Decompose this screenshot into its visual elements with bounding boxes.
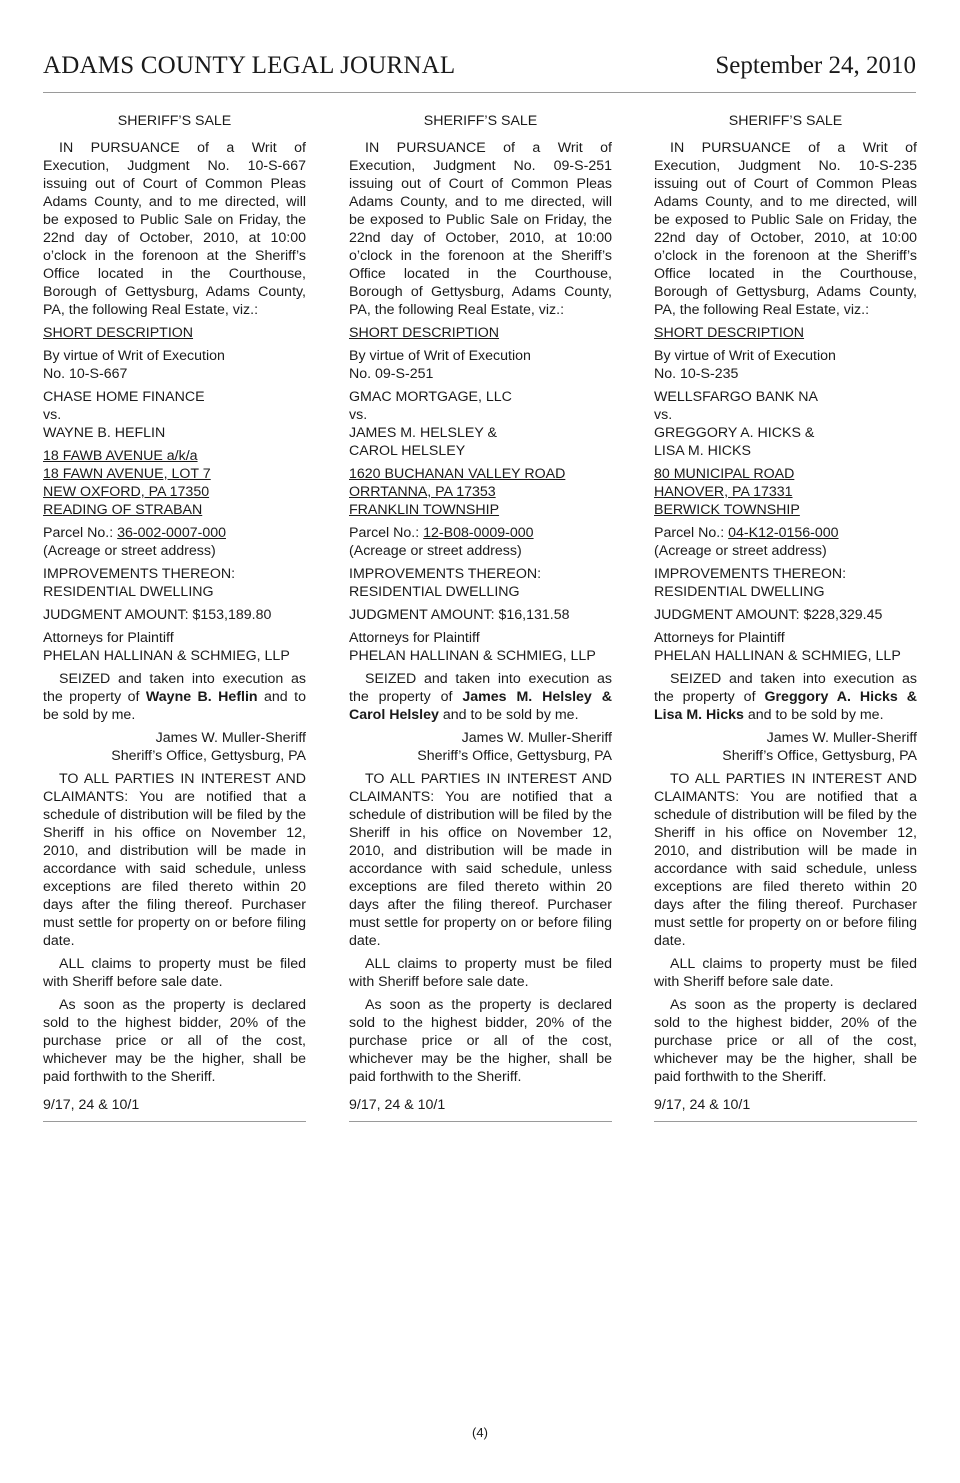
parcel-number: 36-002-0007-000 [117,525,226,541]
sheriff-sale-notice-2 [349,112,612,1122]
property-address: 1620 BUCHANAN VALLEY ROAD ORRTANNA, PA 17353 FRANKLIN TOWNSHIP [349,466,566,518]
writ-block: By virtue of Writ of Execution No. 10-S-235 [654,348,836,382]
pursuance-paragraph: IN PURSUANCE of a Writ of Execution, Judgment No. 10-S-667 issuing out of Court of Common Pleas Adams County, and to me directed, will be exposed to Public Sale on Friday, the 22nd day of October, 2010, at 10:00 o’clock in the forenoon at the Sheriff’s Office located in the Courthouse, Borough of Gettysburg, Adams County, PA, the following Real Estate, viz.: [43,140,306,318]
sheriff-sale-notice-1 [43,112,306,1122]
seized-paragraph: SEIZED and taken into execution as the property of Wayne B. Heflin and to be sold by me. [43,671,306,723]
plaintiff: GMAC MORTGAGE, LLC [349,389,512,405]
sale-title: SHERIFF’S SALE [117,113,232,129]
pursuance-paragraph: IN PURSUANCE of a Writ of Execution, Judgment No. 10-S-235 issuing out of Court of Common Pleas Adams County, and to me directed, will be exposed to Public Sale on Friday, the 22nd day of October, 2010, at 10:00 o’clock in the forenoon at the Sheriff’s Office located in the Courthouse, Borough of Gettysburg, Adams County, PA, the following Real Estate, viz.: [654,140,917,318]
claims-notice: ALL claims to property must be filed with Sheriff before sale date. [349,956,612,990]
run-dates: 9/17, 24 & 10/1 [654,1097,751,1113]
distribution-notice: TO ALL PARTIES IN INTEREST AND CLAIMANTS: You are notified that a schedule of distribution will be filed by the Sheriff in his office on November 12, 2010, and distribution will be made in accordance with said schedule, unless exceptions are filed thereto within 20 days after the filing thereof. Purchaser must settle for property on or before filing date. [654,771,917,949]
run-dates: 9/17, 24 & 10/1 [43,1097,140,1113]
judgment-amount: JUDGMENT AMOUNT: $16,131.58 [349,607,570,623]
payment-notice: As soon as the property is declared sold to the highest bidder, 20% of the purchase price or all of the cost, whichever may be the higher, shall be paid forthwith to the Sheriff. [654,997,917,1085]
parcel-block: Parcel No.: 04-K12-0156-000 (Acreage or street address) [654,525,839,559]
journal-title: ADAMS COUNTY LEGAL JOURNAL [43,52,456,79]
short-description-heading: SHORT DESCRIPTION [349,325,500,341]
sale-title: SHERIFF’S SALE [423,113,538,129]
defendant: LISA M. HICKS [654,443,751,459]
plaintiff: WELLSFARGO BANK NA [654,389,818,405]
improvements-block: IMPROVEMENTS THEREON: RESIDENTIAL DWELLING [43,566,236,600]
seized-paragraph: SEIZED and taken into execution as the property of James M. Helsley & Carol Helsley and to be sold by me. [349,671,612,723]
seized-paragraph: SEIZED and taken into execution as the property of Greggory A. Hicks & Lisa M. Hicks and to be sold by me. [654,671,917,723]
parcel-number: 12-B08-0009-000 [423,525,534,541]
distribution-notice: TO ALL PARTIES IN INTEREST AND CLAIMANTS: You are notified that a schedule of distribution will be filed by the Sheriff in his office on November 12, 2010, and distribution will be made in accordance with said schedule, unless exceptions are filed thereto within 20 days after the filing thereof. Purchaser must settle for property on or before filing date. [43,771,306,949]
column-divider [349,1121,612,1122]
writ-block: By virtue of Writ of Execution No. 10-S-667 [43,348,225,382]
page-header [43,52,916,93]
parcel-block: Parcel No.: 36-002-0007-000 (Acreage or street address) [43,525,226,559]
plaintiff: CHASE HOME FINANCE [43,389,205,405]
column-divider [43,1121,306,1122]
parcel-number: 04-K12-0156-000 [728,525,839,541]
writ-block: By virtue of Writ of Execution No. 09-S-251 [349,348,531,382]
short-description-heading: SHORT DESCRIPTION [43,325,194,341]
run-dates: 9/17, 24 & 10/1 [349,1097,446,1113]
sheriff-signature: James W. Muller-Sheriff Sheriff’s Office, Gettysburg, PA [722,730,917,764]
parcel-block: Parcel No.: 12-B08-0009-000 (Acreage or street address) [349,525,534,559]
defendant: CAROL HELSLEY [349,443,466,459]
attorneys-block: Attorneys for Plaintiff PHELAN HALLINAN & SCHMIEG, LLP [349,630,596,664]
judgment-amount: JUDGMENT AMOUNT: $228,329.45 [654,607,883,623]
claims-notice: ALL claims to property must be filed with Sheriff before sale date. [43,956,306,990]
defendant: GREGGORY A. HICKS & [654,425,815,441]
sheriff-signature: James W. Muller-Sheriff Sheriff’s Office, Gettysburg, PA [417,730,612,764]
pursuance-paragraph: IN PURSUANCE of a Writ of Execution, Judgment No. 09-S-251 issuing out of Court of Common Pleas Adams County, and to me directed, will be exposed to Public Sale on Friday, the 22nd day of October, 2010, at 10:00 o’clock in the forenoon at the Sheriff’s Office located in the Courthouse, Borough of Gettysburg, Adams County, PA, the following Real Estate, viz.: [349,140,612,318]
property-address: 18 FAWB AVENUE a/k/a 18 FAWN AVENUE, LOT 7 NEW OXFORD, PA 17350 READING OF STRABAN [43,448,211,518]
property-address: 80 MUNICIPAL ROAD HANOVER, PA 17331 BERWICK TOWNSHIP [654,466,800,518]
payment-notice: As soon as the property is declared sold to the highest bidder, 20% of the purchase price or all of the cost, whichever may be the higher, shall be paid forthwith to the Sheriff. [43,997,306,1085]
page-number: (4) [472,1425,488,1440]
attorneys-block: Attorneys for Plaintiff PHELAN HALLINAN & SCHMIEG, LLP [43,630,290,664]
sheriff-sale-notice-3 [654,112,917,1122]
defendant: JAMES M. HELSLEY & [349,425,497,441]
claims-notice: ALL claims to property must be filed with Sheriff before sale date. [654,956,917,990]
improvements-block: IMPROVEMENTS THEREON: RESIDENTIAL DWELLING [654,566,847,600]
distribution-notice: TO ALL PARTIES IN INTEREST AND CLAIMANTS: You are notified that a schedule of distribution will be filed by the Sheriff in his office on November 12, 2010, and distribution will be made in accordance with said schedule, unless exceptions are filed thereto within 20 days after the filing thereof. Purchaser must settle for property on or before filing date. [349,771,612,949]
improvements-block: IMPROVEMENTS THEREON: RESIDENTIAL DWELLING [349,566,542,600]
parties-block: GMAC MORTGAGE, LLC vs. JAMES M. HELSLEY & CAROL HELSLEY [349,388,612,460]
defendant: WAYNE B. HEFLIN [43,425,166,441]
short-description-heading: SHORT DESCRIPTION [654,325,805,341]
column-divider [654,1121,917,1122]
judgment-amount: JUDGMENT AMOUNT: $153,189.80 [43,607,272,623]
parties-block: WELLSFARGO BANK NA vs. GREGGORY A. HICKS & LISA M. HICKS [654,388,917,460]
sale-title: SHERIFF’S SALE [728,113,843,129]
parties-block: CHASE HOME FINANCE vs. WAYNE B. HEFLIN [43,388,306,442]
payment-notice: As soon as the property is declared sold to the highest bidder, 20% of the purchase price or all of the cost, whichever may be the higher, shall be paid forthwith to the Sheriff. [349,997,612,1085]
sheriff-signature: James W. Muller-Sheriff Sheriff’s Office, Gettysburg, PA [111,730,306,764]
attorneys-block: Attorneys for Plaintiff PHELAN HALLINAN & SCHMIEG, LLP [654,630,901,664]
issue-date: September 24, 2010 [715,52,916,79]
